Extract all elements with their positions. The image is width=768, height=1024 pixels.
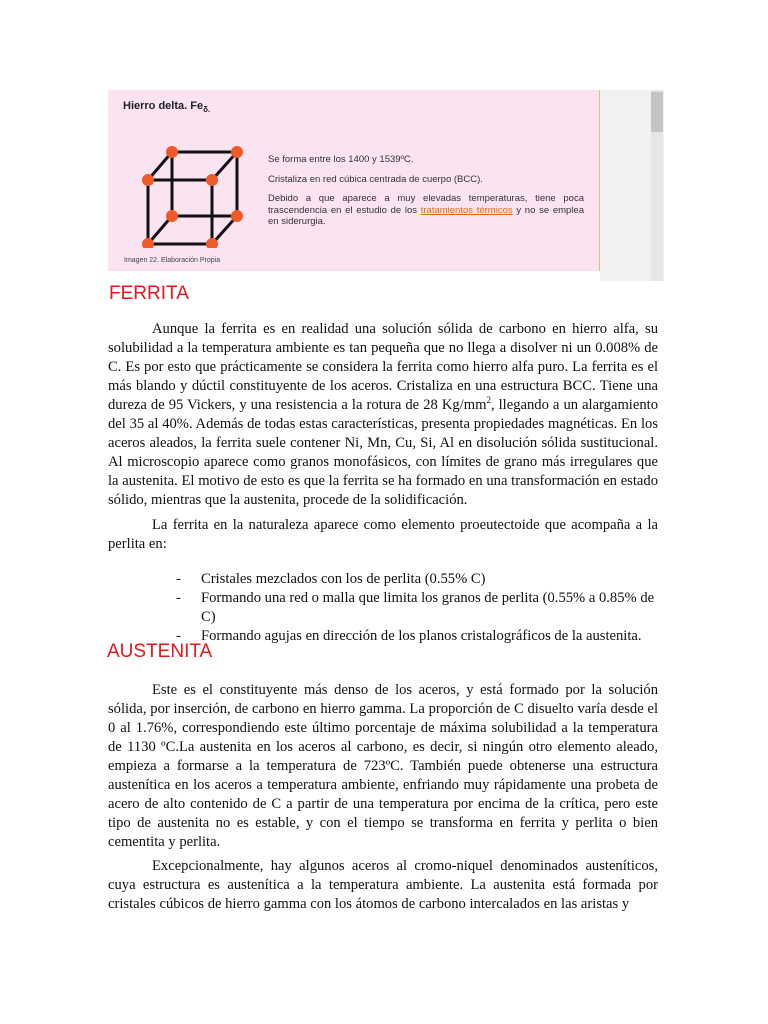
list-item: - Formando agujas en dirección de los planos cristalográficos de la austenita. [176,628,642,644]
ferrita-list [176,570,660,646]
tratamientos-termicos-link[interactable]: tratamientos térmicos [420,204,513,216]
atom-3 [142,174,154,186]
image-caption: Imagen 22. Elaboración Propia [124,257,221,264]
panel-title: Hierro delta. $Fe_{\delta.}$ [123,100,211,115]
panel-line-3: Debido a que aparece a muy elevadas temperaturas, tiene poca trascendencia en el estudio de los tratamientos térmicos y no se emplea en siderurgia. [268,193,584,227]
atom-4 [206,174,218,186]
ferrita-paragraph-2: La ferrita en la naturaleza aparece como elemento proeutectoide que acompaña a la perlita en: [108,517,658,552]
panel-line-1: Se forma entre los 1400 y 1539ºC. [268,154,414,165]
ferrita-heading: FERRITA [109,283,189,304]
austenita-paragraph-2: Excepcionalmente, hay algunos aceros al cromo-niquel denominados austeníticos, cuya estructura es austenítica a la temperatura ambiente. La austenita está formada por cristales cúbicos de hierro gamma con los átomos de carbono intercalados en las aristas y [108,858,658,912]
bcc-cube-diagram [142,138,244,248]
austenita-heading: AUSTENITA [107,641,213,662]
atom-2 [231,146,243,158]
list-item: - Cristales mezclados con los de perlita (0.55% C) [176,571,486,587]
panel-text [268,154,584,236]
hierro-delta-panel [108,90,600,271]
atom-5 [166,210,178,222]
ferrita-paragraph-1: Aunque la ferrita es en realidad una solución sólida de carbono en hierro alfa, su solubilidad a la temperatura ambiente es tan pequeña que no llega a disolver ni un 0.008% de C. Es por esto que prácticamente se considera la ferrita como hierro alfa puro. La ferrita es el más blando y dúctil constituyente de los aceros. Cristaliza en una estructura BCC. Tiene una dureza de 95 Vickers, y una resistencia a la rotura de 28 $Kg/mm^2$, llegando a un alargamiento del 35 al 40%. Además de todas estas características, presenta propiedades magnéticas. En los aceros aleados, la ferrita suele contener Ni, Mn, Cu, Si, Al en disolución sólida sustitucional. Al microscopio aparece como granos monofásicos, con límites de grano más irregulares que la austenita. El motivo de esto es que la ferrita se ha formado en una transformación en estado sólido, mientras que la austenita, procede de la solidificación. [108,321,658,508]
atom-1 [166,146,178,158]
list-item: - Formando una red o malla que limita los granos de perlita (0.55% a 0.85% de C) [176,590,655,625]
scrollbar-thumb[interactable] [651,92,663,132]
panel-line-2: Cristaliza en red cúbica centrada de cuerpo (BCC). [268,173,483,185]
austenita-paragraph-1: Este es el constituyente más denso de los aceros, y está formado por la solución sólida, por inserción, de carbono en hierro gamma. La proporción de C disuelto varía desde el 0 al 1.76%, correspondiendo este último porcentaje de máxima solubilidad a la temperatura de 1130 ºC.La austenita en los aceros al carbono, es decir, si ningún otro elemento aleado, empieza a formarse a la temperatura de 723ºC. También puede obtenerse una estructura austenítica en los aceros a temperatura ambiente, enfriando muy rápidamente una probeta de acero de alto contenido de C a partir de una temperatura por encima de la crítica, pero este tipo de austenita no es estable, y con el tiempo se transforma en ferrita y perlita o bien cementita y perlita. [108,682,658,850]
atom-6 [231,210,243,222]
